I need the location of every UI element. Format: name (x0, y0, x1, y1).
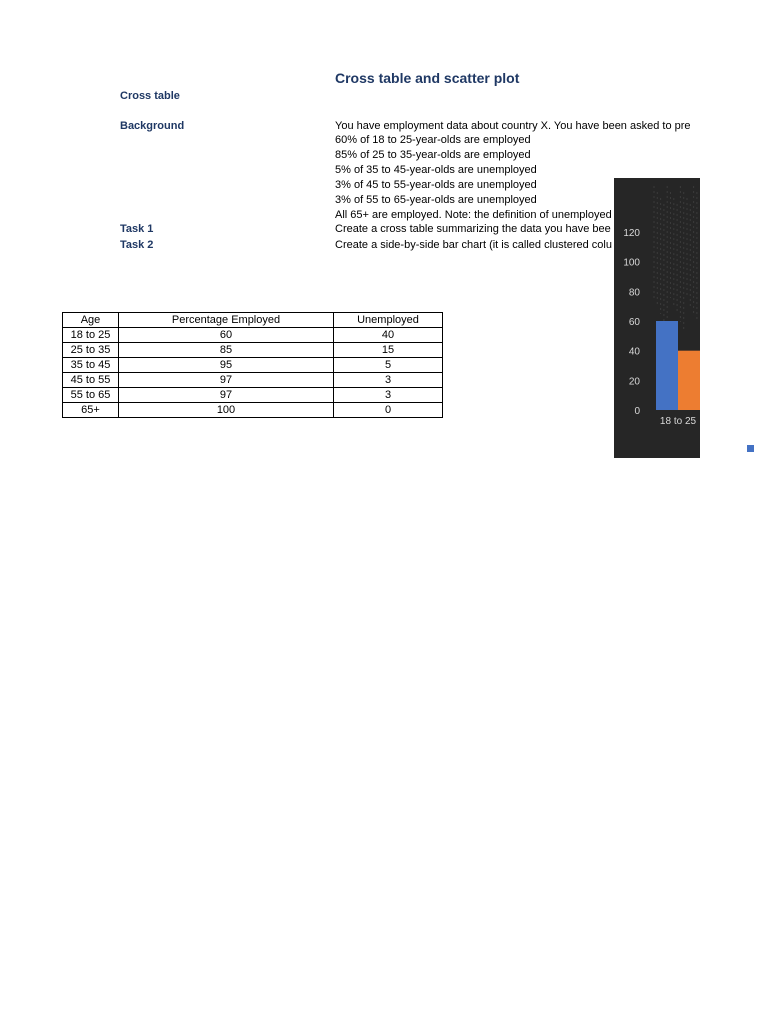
cross-table (62, 312, 443, 418)
table-cell: 15 (334, 343, 443, 358)
bar (656, 321, 678, 410)
page-title: Cross table and scatter plot (335, 70, 520, 86)
column-header: Unemployed (334, 313, 443, 328)
bar-chart (614, 178, 700, 458)
background-line: 60% of 18 to 25-year-olds are employed (335, 134, 531, 146)
x-tick-label: 18 to 25 (659, 416, 697, 427)
table-cell: 60 (119, 328, 334, 343)
legend-marker (747, 445, 754, 452)
background-line: 85% of 25 to 35-year-olds are employed (335, 149, 531, 161)
y-tick-label: 40 (628, 346, 640, 358)
table-cell: 95 (119, 358, 334, 373)
chart-svg (614, 178, 700, 458)
table-row (63, 388, 443, 403)
column-header: Percentage Employed (119, 313, 334, 328)
task2-text: Create a side-by-side bar chart (it is called clustered colu (335, 239, 612, 251)
task1-text: Create a cross table summarizing the data you have bee (335, 223, 611, 235)
table-cell: 55 to 65 (63, 388, 119, 403)
column-header: Age (63, 313, 119, 328)
table-cell: 35 to 45 (63, 358, 119, 373)
background-line: 5% of 35 to 45-year-olds are unemployed (335, 164, 537, 176)
table-cell: 5 (334, 358, 443, 373)
table-header-row (63, 313, 443, 328)
table-row (63, 373, 443, 388)
background-line: You have employment data about country X. You have been asked to pre (335, 120, 691, 132)
table-cell: 97 (119, 388, 334, 403)
y-tick-label: 100 (623, 257, 640, 269)
y-tick-label: 20 (628, 376, 640, 388)
y-tick-label: 0 (634, 406, 640, 417)
table-cell: 3 (334, 373, 443, 388)
table-cell: 3 (334, 388, 443, 403)
table-row (63, 343, 443, 358)
task1-label: Task 1 (120, 223, 154, 235)
table-row (63, 403, 443, 418)
bar (678, 351, 700, 410)
y-tick-label: 120 (623, 228, 640, 239)
table-cell: 0 (334, 403, 443, 418)
table-cell: 18 to 25 (63, 328, 119, 343)
background-line: 3% of 45 to 55-year-olds are unemployed (335, 179, 537, 191)
task2-label: Task 2 (120, 239, 154, 251)
table-cell: 65+ (63, 403, 119, 418)
background-line: All 65+ are employed. Note: the definition of unemployed (335, 209, 612, 221)
table-cell: 97 (119, 373, 334, 388)
background-line: 3% of 55 to 65-year-olds are unemployed (335, 194, 537, 206)
y-tick-label: 80 (628, 287, 640, 299)
background-label: Background (120, 120, 185, 132)
table-row (63, 358, 443, 373)
y-tick-label: 60 (628, 317, 640, 328)
cross-table-label: Cross table (120, 90, 180, 102)
table-cell: 100 (119, 403, 334, 418)
table-cell: 25 to 35 (63, 343, 119, 358)
table-cell: 45 to 55 (63, 373, 119, 388)
table-cell: 85 (119, 343, 334, 358)
table-cell: 40 (334, 328, 443, 343)
table-row (63, 328, 443, 343)
